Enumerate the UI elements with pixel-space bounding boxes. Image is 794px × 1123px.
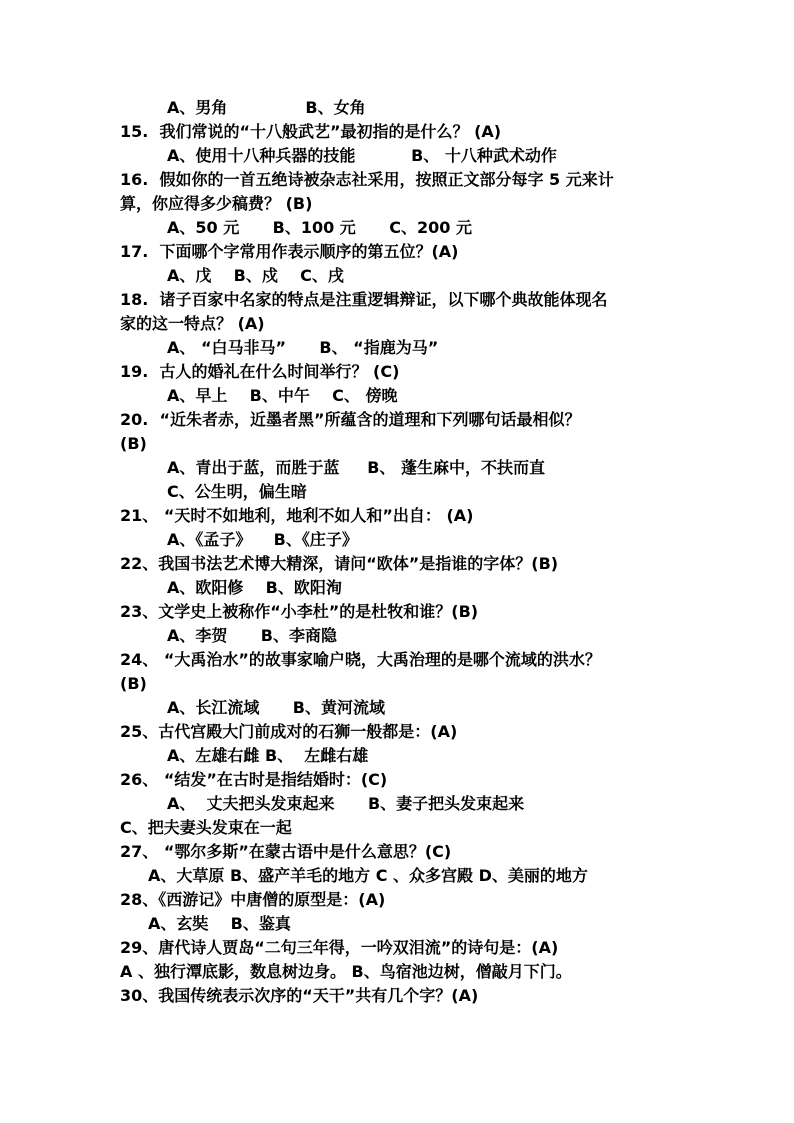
question-line: 27、 “鄂尔多斯”在蒙古语中是什么意思？(C) — [120, 842, 452, 861]
question-line: (B) — [120, 674, 147, 693]
question-line: 23、文学史上被称作“小李杜”的是杜牧和谁？(B) — [120, 602, 479, 621]
option-line: A、 “白马非马” B、 “指鹿为马” — [167, 338, 439, 357]
option-line: A、长江流域 B、黄河流域 — [167, 698, 386, 717]
option-line: A、欧阳修 B、欧阳洵 — [167, 578, 342, 597]
question-line: 18. 诸子百家中名家的特点是注重逻辑辩证，以下哪个典故能体现名 — [120, 290, 608, 309]
option-line: A、左雄右雌 B、 左雌右雄 — [167, 746, 369, 765]
question-line: 15. 我们常说的“十八般武艺”最初指的是什么？ (A) — [120, 122, 502, 141]
option-line: A、早上 B、中午 C、 傍晚 — [167, 386, 398, 405]
option-line: A、青出于蓝，而胜于蓝 B、 蓬生麻中，不扶而直 — [167, 458, 546, 477]
option-line: A、 丈夫把头发束起来 B、妻子把头发束起来 — [167, 794, 525, 813]
option-line: C、把夫妻头发束在一起 — [120, 818, 292, 837]
question-line: 21、 “天时不如地利，地利不如人和”出自： (A) — [120, 506, 474, 525]
question-line: 24、 “大禹治水”的故事家喻户晓，大禹治理的是哪个流域的洪水？ — [120, 650, 601, 669]
option-line: A、玄奘 B、鉴真 — [148, 914, 291, 933]
option-line: A、男角 B、女角 — [167, 98, 366, 117]
question-line: 家的这一特点？ (A) — [120, 314, 265, 333]
question-line: 17. 下面哪个字常用作表示顺序的第五位？(A) — [120, 242, 459, 261]
option-line: A、戊 B、戍 C、戌 — [167, 266, 344, 285]
question-line: 30、我国传统表示次序的“天干”共有几个字？(A) — [120, 986, 479, 1005]
question-line: 26、 “结发”在古时是指结婚时：(C) — [120, 770, 388, 789]
question-line: 19. 古人的婚礼在什么时间举行？ (C) — [120, 362, 400, 381]
option-line: C、公生明，偏生暗 — [167, 482, 307, 501]
question-line: (B) — [120, 434, 147, 453]
question-line: 29、唐代诗人贾岛“二句三年得，一吟双泪流”的诗句是：(A) — [120, 938, 559, 957]
question-line: 25、古代宫殿大门前成对的石狮一般都是：(A) — [120, 722, 458, 741]
question-line: 算，你应得多少稿费？ (B) — [120, 194, 313, 213]
question-line: 22、我国书法艺术博大精深，请问“欧体”是指谁的字体？(B) — [120, 554, 559, 573]
option-line: A、大草原 B、盛产羊毛的地方 C 、众多宫殿 D、美丽的地方 — [148, 866, 588, 885]
option-line: A、50 元 B、100 元 C、200 元 — [167, 218, 472, 237]
question-line: 28、《西游记》中唐僧的原型是：(A) — [120, 890, 386, 909]
option-line: A、使用十八种兵器的技能 B、 十八种武术动作 — [167, 146, 557, 165]
question-line: 20. “近朱者赤，近墨者黑”所蕴含的道理和下列哪句话最相似？ — [120, 410, 581, 429]
question-line: 16. 假如你的一首五绝诗被杂志社采用，按照正文部分每字 5 元来计 — [120, 170, 614, 189]
option-line: A、《孟子》 B、《庄子》 — [167, 530, 358, 549]
option-line: A 、独行潭底影，数息树边身。 B、鸟宿池边树，僧敲月下门。 — [120, 962, 572, 981]
option-line: A、李贺 B、李商隐 — [167, 626, 338, 645]
